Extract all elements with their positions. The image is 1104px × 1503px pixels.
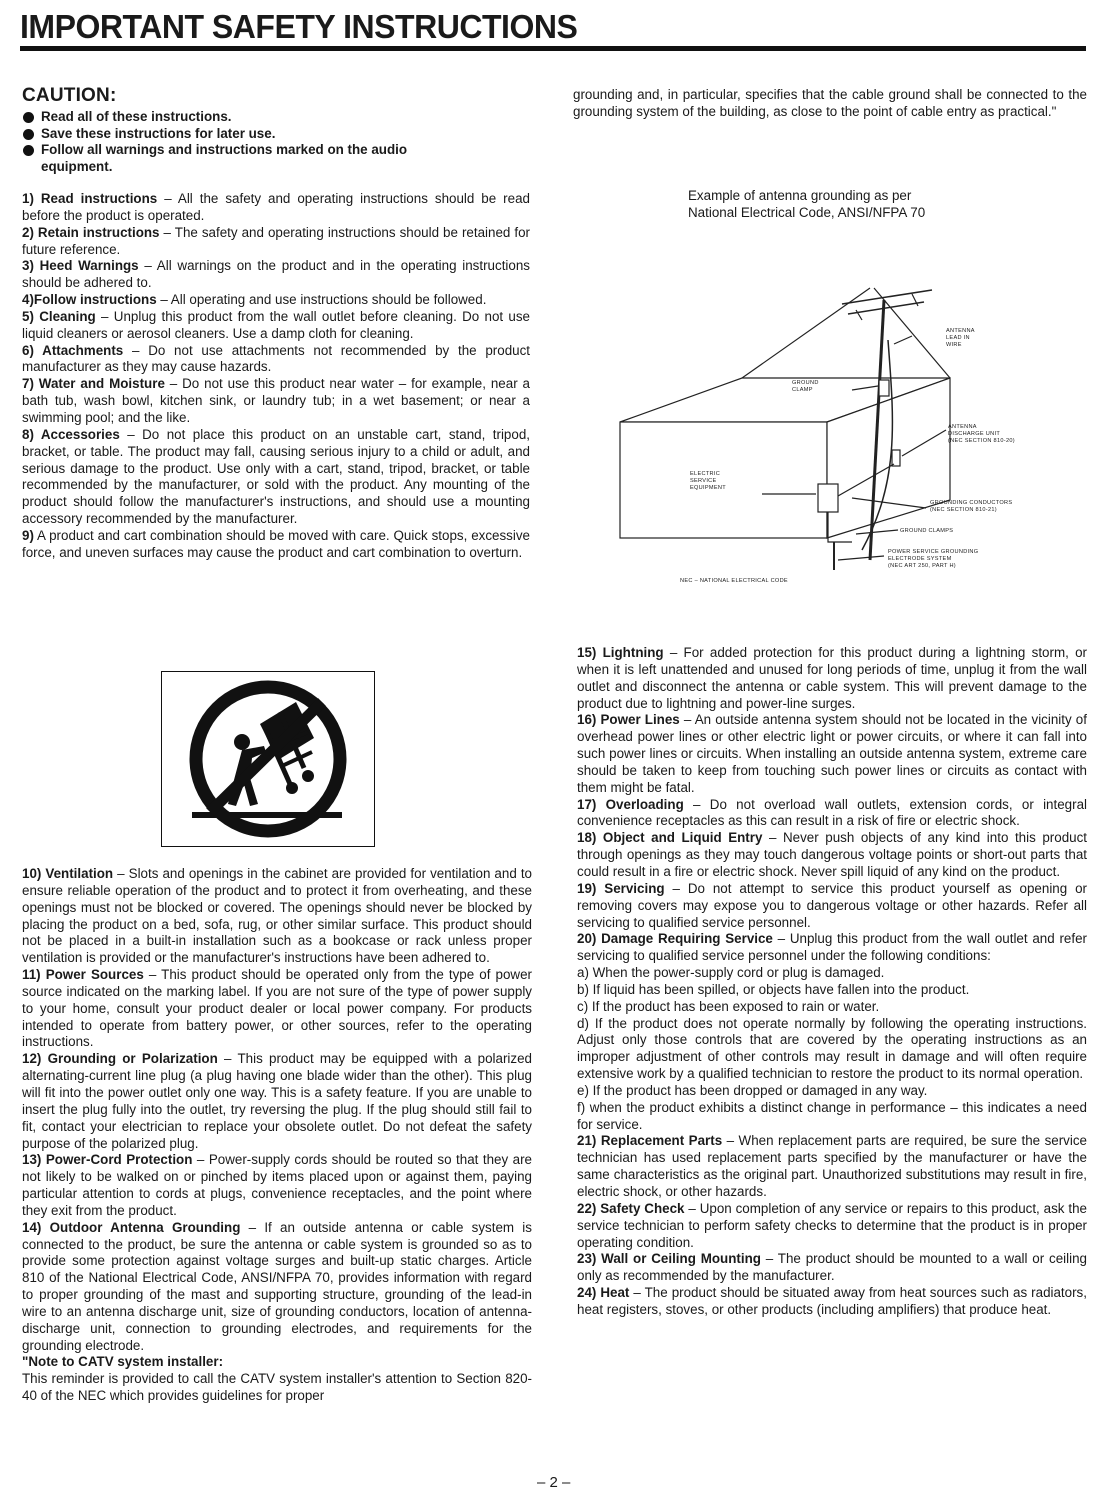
instruction-15: 15) Lightning – For added protection for this product during a lightning storm, or when it is left unattended and unused for long periods of time, unplug it from the wall outlet and disconnect the antenna or cable system. This will prevent damage to the product due to lightning and power-line surges.	[577, 645, 1087, 711]
label-antenna-lead: WIRE	[946, 342, 962, 348]
label-ground-clamp: GROUND	[792, 380, 819, 386]
instruction-23: 23) Wall or Ceiling Mounting – The product should be mounted to a wall or ceiling only as recommended by the manufacturer.	[577, 1251, 1087, 1284]
label-electrode-system: ELECTRODE SYSTEM	[888, 556, 952, 562]
label-discharge-unit: ANTENNA	[948, 424, 977, 430]
catv-continuation-text: grounding and, in particular, specifies that the cable ground shall be connected to the grounding system of the building, as close to the point of cable entry as practical."	[573, 87, 1087, 119]
cart-warning-symbol	[161, 671, 375, 847]
instructions-column-left-top	[22, 191, 530, 562]
condition-f: f) when the product exhibits a distinct change in performance – this indicates a need for service.	[577, 1099, 1087, 1132]
label-nec-legend: NEC – NATIONAL ELECTRICAL CODE	[680, 578, 788, 584]
instruction-12: 12) Grounding or Polarization – This product may be equipped with a polarized alternating-current line plug (a plug having one blade wider than the other). This plug will fit into the power outlet only one way. This is a safety feature. If you are unable to insert the plug fully into the outlet, try reversing the plug. If the plug should still fail to fit, contact your electrician to replace your obsolete outlet. Do not defeat the safety purpose of the polarized plug.	[22, 1051, 532, 1151]
instruction-4: 4)Follow instructions – All operating and use instructions should be followed.	[22, 292, 487, 308]
condition-a: a) When the power-supply cord or plug is damaged.	[577, 965, 885, 981]
title-rule	[20, 46, 1086, 51]
instruction-8: 8) Accessories – Do not place this product on an unstable cart, stand, tripod, bracket, or table. The product may fall, causing serious injury to a child or adult, and serious damage to the product. Use only with a cart, stand, tripod, bracket, or table recommended by the manufacturer, or sold with the product. Any mounting of the product should follow the manufacturer's instructions, and should use a mounting accessory recommended by the manufacturer.	[22, 426, 530, 527]
catv-note-continuation	[573, 87, 1087, 121]
label-ground-clamps: GROUND CLAMPS	[900, 528, 954, 534]
instruction-1: 1) Read instructions – All the safety and operating instructions should be read before the product is operated.	[22, 191, 530, 223]
caution-block	[22, 85, 482, 175]
instruction-18: 18) Object and Liquid Entry – Never push objects of any kind into this product through openings as they may touch dangerous voltage points or short-out parts that could result in a fire or electric shock. Never spill liquid of any kind on the product.	[577, 830, 1088, 879]
instruction-2: 2) Retain instructions – The safety and operating instructions should be retained for future reference.	[22, 224, 531, 257]
caution-item: Follow all warnings and instructions marked on the audio equipment.	[22, 142, 482, 175]
instruction-20: 20) Damage Requiring Service – Unplug this product from the wall outlet and refer servicing to qualified service personnel under the following conditions:	[577, 931, 1087, 964]
instruction-19: 19) Servicing – Do not attempt to service this product yourself as opening or removing covers may expose you to dangerous voltage or other hazards. Refer all servicing to qualified service personnel.	[577, 880, 1088, 930]
figure-caption-line: Example of antenna grounding as per	[688, 188, 912, 203]
instruction-14: 14) Outdoor Antenna Grounding – If an outside antenna or cable system is connected to the product, be sure the antenna or cable system is grounded so as to provide some protection against voltage surges and built-up static charges. Article 810 of the National Electrical Code, ANSI/NFPA 70, provides information with regard to proper grounding of the mast and supporting structure, grounding of the lead-in wire to an antenna discharge unit, size of grounding conductors, location of antenna-discharge unit, connection to grounding electrodes, and requirements for the grounding electrode.	[22, 1219, 532, 1353]
instruction-9: 9) A product and cart combination should be moved with care. Quick stops, excessive force, and uneven surfaces may cause the product and cart combination to overturn.	[22, 527, 530, 560]
label-electric-service: EQUIPMENT	[690, 485, 726, 491]
antenna-grounding-diagram	[612, 280, 1082, 590]
label-ground-clamp: CLAMP	[792, 387, 813, 393]
caution-item: Read all of these instructions.	[22, 109, 482, 126]
instruction-7: 7) Water and Moisture – Do not use this product near water – for example, near a bath tub, wash bowl, kitchen sink, or laundry tub; in a wet basement; or near a swimming pool; and the like.	[22, 376, 530, 425]
label-electric-service: SERVICE	[690, 478, 717, 484]
label-grounding-conductors: (NEC SECTION 810-21)	[930, 507, 997, 513]
caution-heading: CAUTION:	[22, 85, 117, 106]
label-electrode-system: POWER SERVICE GROUNDING	[888, 549, 979, 555]
caution-item: Save these instructions for later use.	[22, 126, 482, 143]
page-title: IMPORTANT SAFETY INSTRUCTIONS	[20, 8, 578, 45]
label-discharge-unit: (NEC SECTION 810-20)	[948, 438, 1015, 444]
instruction-5: 5) Cleaning – Unplug this product from the wall outlet before cleaning. Do not use liquid cleaners or aerosol cleaners. Use a damp cloth for cleaning.	[22, 308, 530, 341]
page-number: – 2 –	[537, 1474, 571, 1491]
condition-d: d) If the product does not operate normally by following the operating instructions. Adjust only those controls that are covered by the operating instructions as an improper adjustment of other controls may result in damage and will often require extensive work by a qualified technician to restore the product to its normal operation.	[577, 1015, 1087, 1082]
instruction-24: 24) Heat – The product should be situated away from heat sources such as radiators, heat registers, stoves, or other products (including amplifiers) that produce heat.	[577, 1285, 1087, 1317]
instruction-17: 17) Overloading – Do not overload wall outlets, extension cords, or integral convenience receptacles as this can result in a risk of fire or electric shock.	[577, 796, 1087, 829]
instructions-column-left-bottom	[22, 866, 532, 1405]
label-discharge-unit: DISCHARGE UNIT	[948, 431, 1001, 437]
instruction-16: 16) Power Lines – An outside antenna system should not be located in the vicinity of overhead power lines or other electric light or power circuits, or where it can fall into such power lines or circuits. When installing an outside antenna system, extreme care should be taken to keep from touching such power lines or circuits as contact with them might be fatal.	[577, 712, 1087, 795]
figure-caption-line: National Electrical Code, ANSI/NFPA 70	[688, 204, 926, 220]
condition-e: e) If the product has been dropped or damaged in any way.	[577, 1082, 928, 1098]
condition-c: c) If the product has been exposed to rain or water.	[577, 998, 880, 1014]
instruction-11: 11) Power Sources – This product should be operated only from the type of power source indicated on the marking label. If you are not sure of the type of power supply to your home, consult your product dealer or local power company. For products intended to operate from battery power, or other sources, refer to the operating instructions.	[22, 967, 532, 1050]
cart-tipover-icon	[162, 672, 374, 846]
instruction-3: 3) Heed Warnings – All warnings on the product and in the operating instructions should be adhered to.	[22, 258, 530, 291]
instruction-13: 13) Power-Cord Protection – Power-supply cords should be routed so that they are not likely to be walked on or pinched by items placed upon or against them, paying particular attention to cords at plugs, convenience receptacles, and the point where they exit from the product.	[22, 1152, 532, 1218]
label-electric-service: ELECTRIC	[690, 471, 721, 477]
catv-note-label: "Note to CATV system installer:	[22, 1354, 224, 1370]
catv-note-text: This reminder is provided to call the CATV system installer's attention to Section 820-40 of the NEC which provides guidelines for proper	[22, 1371, 532, 1404]
instruction-22: 22) Safety Check – Upon completion of any service or repairs to this product, ask the service technician to perform safety checks to determine that the product is in proper operating condition.	[577, 1200, 1087, 1250]
instruction-6: 6) Attachments – Do not use attachments not recommended by the product manufacturer as they may cause hazards.	[22, 342, 531, 375]
label-antenna-lead: ANTENNA	[946, 328, 975, 334]
instruction-21: 21) Replacement Parts – When replacement parts are required, be sure the service technician has used replacement parts specified by the manufacturer or have the same characteristics as the original part. Unauthorized substitutions may result in fire, electric shock, or other hazards.	[577, 1133, 1087, 1199]
instruction-10: 10) Ventilation – Slots and openings in the cabinet are provided for ventilation and to ensure reliable operation of the product and to protect it from overheating, and these openings must not be blocked or covered. The openings should never be blocked by placing the product on a bed, sofa, rug, or other similar surface. This product should not be placed in a built-in installation such as a bookcase or rack unless proper ventilation is provided or the manufacturer's instructions have been adhered to.	[22, 866, 532, 966]
label-antenna-lead: LEAD IN	[946, 335, 970, 341]
label-electrode-system: (NEC ART 250, PART H)	[888, 563, 956, 569]
condition-b: b) If liquid has been spilled, or objects have fallen into the product.	[577, 981, 970, 997]
caution-list	[22, 109, 482, 175]
figure-caption	[688, 188, 925, 221]
label-grounding-conductors: GROUNDING CONDUCTORS	[930, 500, 1013, 506]
instructions-column-right	[577, 645, 1087, 1319]
